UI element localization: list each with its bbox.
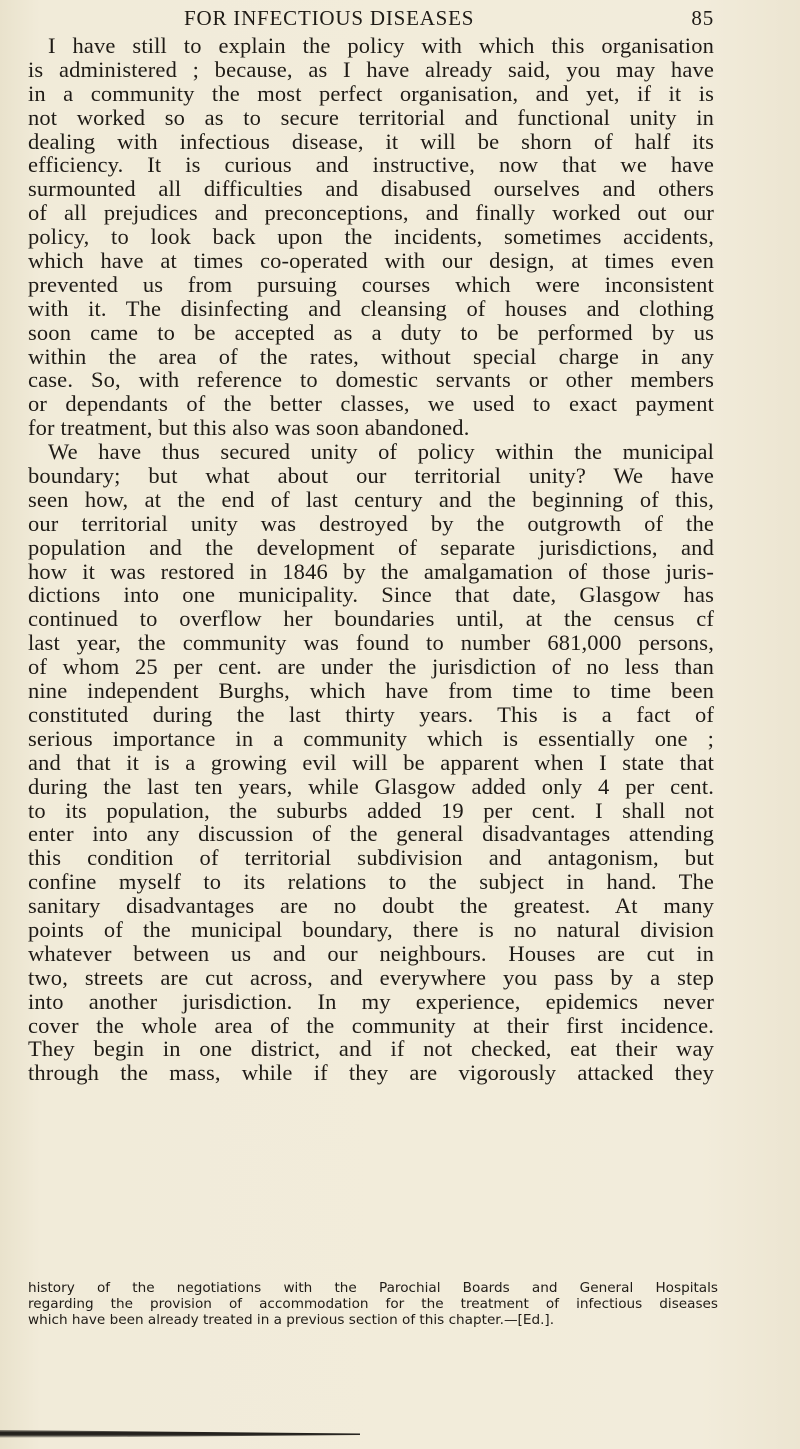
text-line: prevented us from pursuing courses which were inconsistent bbox=[28, 271, 714, 297]
text-line: dictions into one municipality. Since that date, Glasgow has bbox=[28, 582, 714, 608]
footnote bbox=[28, 1280, 718, 1328]
scan-edge-shadow bbox=[0, 1428, 360, 1438]
text-line: two, streets are cut across, and everywhere you pass by a step bbox=[28, 964, 714, 990]
text-line: during the last ten years, while Glasgow added only 4 per cent. bbox=[28, 773, 714, 799]
text-line: how it was restored in 1846 by the amalgamation of those juris- bbox=[28, 558, 714, 584]
text-line: to its population, the suburbs added 19 per cent. I shall not bbox=[28, 797, 714, 823]
text-line: We have thus secured unity of policy within the municipal bbox=[48, 439, 714, 465]
footnote-line: regarding the provision of accommodation for the treatment of infectious diseases bbox=[28, 1296, 718, 1312]
text-line: enter into any discussion of the general disadvantages attending bbox=[28, 821, 714, 847]
text-line: through the mass, while if they are vigorously attacked they bbox=[28, 1060, 714, 1086]
text-line: for treatment, but this also was soon abandoned. bbox=[28, 415, 470, 441]
text-line: population and the development of separate jurisdictions, and bbox=[28, 534, 714, 560]
text-line: seen how, at the end of last century and the beginning of this, bbox=[28, 486, 714, 512]
text-line: not worked so as to secure territorial and functional unity in bbox=[28, 104, 714, 130]
running-head bbox=[184, 2, 714, 36]
text-line: cover the whole area of the community at their first incidence. bbox=[28, 1012, 714, 1038]
text-line: confine myself to its relations to the subject in hand. The bbox=[28, 869, 714, 895]
text-line: our territorial unity was destroyed by the outgrowth of the bbox=[28, 510, 714, 536]
text-line: efficiency. It is curious and instructive, now that we have bbox=[28, 152, 714, 178]
text-line: boundary; but what about our territorial unity? We have bbox=[28, 463, 714, 489]
text-line: of whom 25 per cent. are under the jurisdiction of no less than bbox=[28, 654, 714, 680]
text-line: which have at times co-operated with our design, at times even bbox=[28, 248, 714, 274]
text-line: policy, to look back upon the incidents, sometimes accidents, bbox=[28, 224, 714, 250]
text-line: of all prejudices and preconceptions, and finally worked out our bbox=[28, 200, 714, 226]
text-line: dealing with infectious disease, it will be shorn of half its bbox=[28, 128, 714, 154]
text-line: or dependants of the better classes, we used to exact payment bbox=[28, 391, 714, 417]
text-line: nine independent Burghs, which have from time to time been bbox=[28, 678, 714, 704]
text-line: serious importance in a community which is essentially one ; bbox=[28, 725, 714, 751]
text-line: I have still to explain the policy with which this organisation bbox=[48, 33, 714, 58]
text-line: They begin in one district, and if not checked, eat their way bbox=[28, 1036, 714, 1062]
text-line: last year, the community was found to number 681,000 persons, bbox=[28, 630, 714, 656]
text-line: in a community the most perfect organisation, and yet, if it is bbox=[28, 80, 714, 106]
body-text bbox=[28, 34, 714, 1085]
text-line: is administered ; because, as I have already said, you may have bbox=[28, 56, 714, 82]
footnote-line: history of the negotiations with the Parochial Boards and General Hospitals bbox=[28, 1280, 718, 1296]
text-line: within the area of the rates, without special charge in any bbox=[28, 343, 714, 369]
running-head-title: FOR INFECTIOUS DISEASES bbox=[184, 6, 475, 30]
text-line: sanitary disadvantages are no doubt the greatest. At many bbox=[28, 893, 714, 919]
text-line: surmounted all difficulties and disabused ourselves and others bbox=[28, 176, 714, 202]
text-line: points of the municipal boundary, there is no natural division bbox=[28, 916, 714, 942]
footnote-line: which have been already treated in a previous section of this chapter.—[Ed.]. bbox=[28, 1312, 555, 1328]
text-line: into another jurisdiction. In my experience, epidemics never bbox=[28, 988, 714, 1014]
text-line: whatever between us and our neighbours. Houses are cut in bbox=[28, 940, 714, 966]
text-line: with it. The disinfecting and cleansing of houses and clothing bbox=[28, 295, 714, 321]
text-line: continued to overflow her boundaries until, at the census cf bbox=[28, 606, 714, 632]
text-line: constituted during the last thirty years. This is a fact of bbox=[28, 701, 714, 727]
text-line: this condition of territorial subdivision and antagonism, but bbox=[28, 845, 714, 871]
text-line: case. So, with reference to domestic servants or other members bbox=[28, 367, 714, 393]
text-line: and that it is a growing evil will be apparent when I state that bbox=[28, 749, 714, 775]
page-number: 85 bbox=[691, 6, 714, 30]
text-line: soon came to be accepted as a duty to be performed by us bbox=[28, 319, 714, 345]
